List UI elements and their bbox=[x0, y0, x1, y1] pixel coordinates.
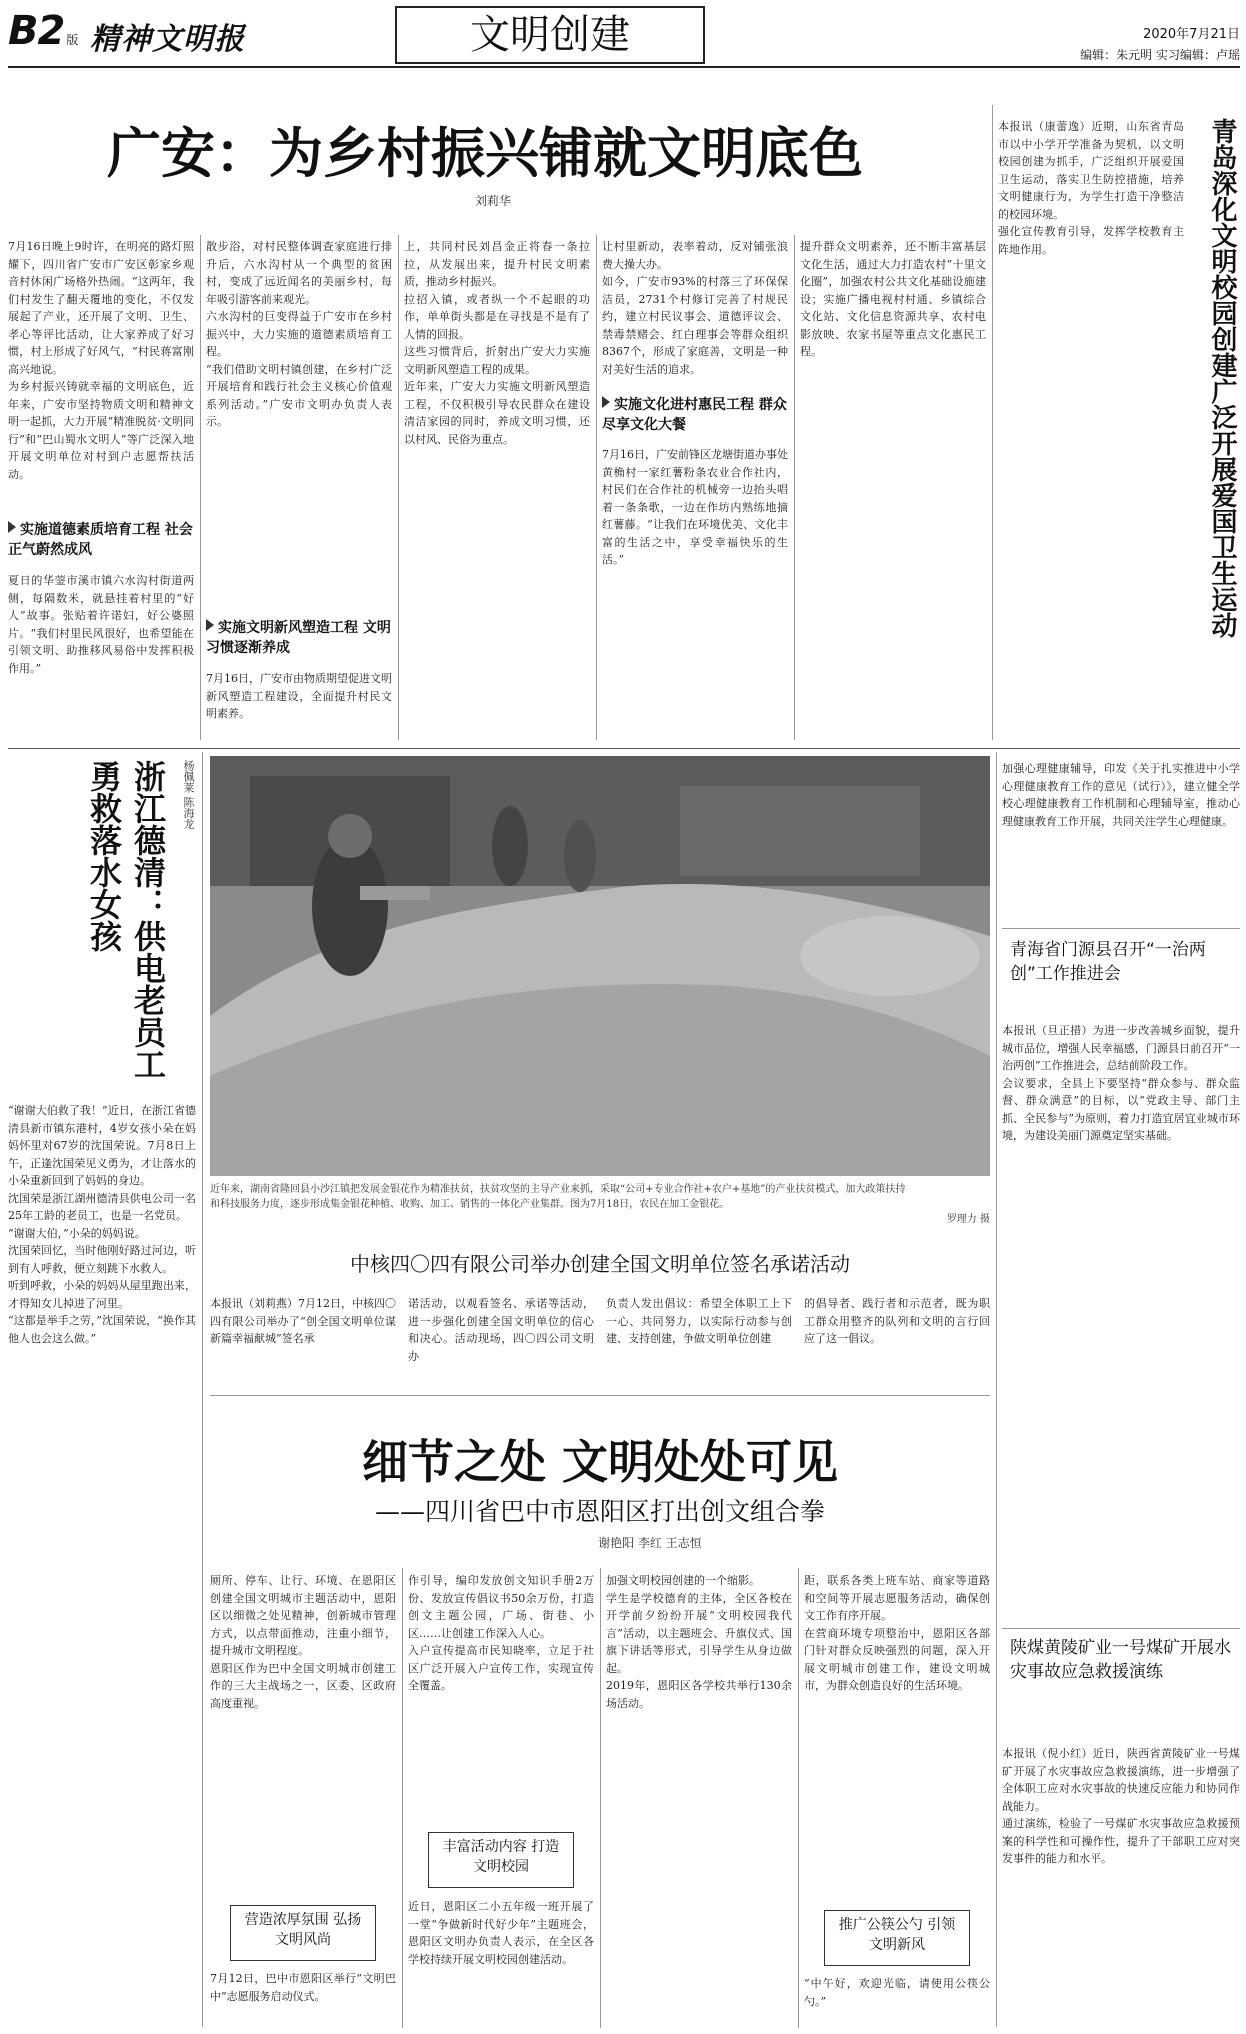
right-feature-continued: 加强心理健康辅导，印发《关于扎实推进中小学心理健康教育工作的意见（试行）》，建立健全学校心理健康教育工作机制和心理辅导室，推动心理健康教育工作开展，共同关注学生心理健康。 bbox=[1002, 762, 1240, 828]
column-rule bbox=[794, 235, 795, 740]
feature-title: 细节之处 文明处处可见 bbox=[361, 1435, 838, 1489]
left-story-body: “谢谢大伯救了我！”近日，在浙江省德清县新市镇东港村，4岁女孩小朵在妈妈怀里对67岁的沈国荣说。7月8日上午，正逢沈国荣见义勇为，才让落水的小朵重新回到了妈妈的身边。 沈国荣是浙江湖州德清县供电公司一名25年工龄的老员工，也是一名党员。 “谢谢大伯，”小朵的妈妈说。 沈国荣回忆，当时他刚好路过河边，听到有人呼救，便立刻跳下水救人。 听到呼救，小朵的妈妈从屋里跑出来，才得知女儿掉进了河里。 “这都是举手之劳，”沈国荣说，“换作其他人也会这么做。” bbox=[8, 1104, 196, 1345]
middle-news-col-3: 负责人发出倡议：希望全体职工上下一心、共同努力，以实际行动参与创建、支持创建，争做文明单位创建 bbox=[606, 1297, 792, 1345]
lead-column-6: 本报讯（康蕾逸）近期，山东省青岛市以中小学开学准备为契机，以文明校园创建为抓手，广泛组织开展爱国卫生运动，落实卫生防控措施，培养文明健康行为，为学生打造干净整洁的校园环境。 强化宣传教育引导，发挥学校教育主阵地作用。 bbox=[998, 120, 1184, 256]
feature-col-4b: “中午好，欢迎光临，请使用公筷公勺。” bbox=[804, 1977, 990, 2008]
column-rule bbox=[798, 1568, 799, 2028]
feature-authors: 谢艳阳 李红 王志恒 bbox=[598, 1536, 702, 1550]
newspaper-name: 精神文明报 bbox=[90, 22, 245, 57]
section-divider bbox=[210, 1395, 990, 1396]
column-rule bbox=[402, 1568, 403, 2028]
column-rule bbox=[600, 1568, 601, 2028]
lead-column-5: 提升群众文明素养，还不断丰富基层文化生活，通过大力打造农村“十里文化圈”，加强农村公共文化基础设施建设；实施广播电视村村通、乡镇综合文化站、文化信息资源共享、农村电影放映、农家书屋等重点文化惠民工程。 bbox=[800, 240, 986, 358]
feature-subhead-1: 营造浓厚氛围 弘扬文明风尚 bbox=[230, 1905, 376, 1961]
right-feature-title: 青岛深化文明校园创建广泛开展爱国卫生运动 bbox=[1207, 118, 1237, 638]
honeysuckle-photo bbox=[210, 756, 990, 1176]
column-rule bbox=[596, 235, 597, 740]
section-divider bbox=[1002, 1628, 1240, 1629]
side-news-1-body: 本报讯（旦正措）为进一步改善城乡面貌，提升城市品位，增强人民幸福感，门源县日前召开“一治两创”工作推进会，总结前阶段工作。 会议要求，全县上下要坚持“群众参与、群众监督、群众满意”的目标，以“党政主导、部门主抓、全民参与”为原则，着力打造宜居宜业城市环境，为建设美丽门源奠定坚实基础。 bbox=[1002, 1024, 1240, 1142]
section-title: 文明创建 bbox=[395, 6, 705, 64]
lead-column-1b: 夏日的华蓥市溪市镇六水沟村街道两侧，每隔数米，就悬挂着村里的“好人”故事。张贴着许诺妇，好公婆照片。“我们村里民风很好，也希望能在引领文明、助推移风易俗中发挥积极作用。” bbox=[8, 574, 194, 675]
lead-subhead-3: 实施文化进村惠民工程 群众尽享文化大餐 bbox=[602, 397, 787, 433]
editor-credits: 编辑：朱元明 实习编辑：卢瑶 bbox=[1080, 48, 1240, 62]
feature-col-2b: 近日，恩阳区二小五年级一班开展了一堂“争做新时代好少年”主题班会，恩阳区文明办负责人表示，在全区各学校持续开展文明校园创建活动。 bbox=[408, 1900, 594, 1966]
side-news-2-body: 本报讯（倪小红）近日，陕西省黄陵矿业一号煤矿开展了水灾事故应急救援演练，进一步增强了全体职工应对水灾事故的快速反应能力和协同作战能力。 通过演练，检验了一号煤矿水灾事故应急救援预案的科学性和可操作性，提升了干部职工应对突发事件的能力和水平。 bbox=[1002, 1747, 1240, 1865]
lead-headline: 广安：为乡村振兴铺就文明底色 bbox=[107, 122, 863, 185]
feature-col-2: 作引导，编印发放创文知识手册2万份、发放宣传倡议书50余万份，打造创文主题公园，广场、街巷、小区……让创建工作深入人心。 入户宣传提高市民知晓率，立足于社区广泛开展入户宣传工作，实现宣传全覆盖。 bbox=[408, 1574, 594, 1692]
side-news-1-title: 青海省门源县召开“一治两创”工作推进会 bbox=[1010, 940, 1206, 984]
middle-news-col-4: 的倡导者、践行者和示范者，既为职工群众用整齐的队列和文明的言行回应了这一倡议。 bbox=[804, 1297, 990, 1345]
lead-column-4b: 7月16日，广安前锋区龙塘街道办事处黄桷村一家红薯粉条农业合作社内，村民们在合作社的机械旁一边抬头唱着一条条歌，一边在作坊内熟练地摘红薯藤。“让我们在环境优美、文化丰富的生活之中，享受幸福快乐的生活。” bbox=[602, 448, 788, 566]
feature-col-1b: 7月12日，巴中市恩阳区举行“文明巴中”志愿服务启动仪式。 bbox=[210, 1972, 396, 2003]
lead-author: 刘莉华 bbox=[475, 194, 512, 208]
lead-column-1: 7月16日晚上9时许，在明亮的路灯照耀下，四川省广安市广安区彰家乡观音村休闲广场格外热闹。“这两年，我们村发生了翻天覆地的变化，不仅发展起了产业，还开展了文明、卫生、孝心等评比活动，让大家养成了好习惯，村上形成了好风气，“村民蒋富刚高兴地说。 为乡村振兴铸就幸福的文明底色，近年来，广安市坚持物质文明和精神文明一起抓，大力开展“精准脱贫·文明同行”和“巴山蜀水文明人”等广泛深入地开展文明单位对村到户志愿帮扶活动。 bbox=[8, 240, 194, 481]
page-number: B2 版 bbox=[8, 8, 78, 54]
lead-column-2: 散步浴，对村民整体调查家庭进行排升后，六水沟村从一个典型的贫困村，变成了远近闻名的美丽乡村，每年吸引游客前来观光。 六水沟村的巨变得益于广安市在乡村振兴中，大力实施的道德素质培育工程。 “我们借助文明村镇创建，在乡村广泛开展培育和践行社会主义核心价值观系列活动。”广安市文明办负责人表示。 bbox=[206, 240, 392, 428]
middle-news-col-2: 诺活动，以观看签名、承诺等活动，进一步强化创建全国文明单位的信心和决心。活动现场，四〇四公司文明办 bbox=[408, 1297, 594, 1363]
middle-news-col-1: 本报讯（刘莉燕）7月12日，中核四〇四有限公司举办了“创全国文明单位谋新篇幸福献城”签名承 bbox=[210, 1297, 396, 1345]
middle-news-title: 中核四〇四有限公司举办创建全国文明单位签名承诺活动 bbox=[350, 1252, 850, 1276]
left-story-authors: 杨佩莱 陈海龙 bbox=[182, 760, 195, 830]
feature-subtitle: ——四川省巴中市恩阳区打出创文组合拳 bbox=[374, 1497, 825, 1526]
feature-subhead-3: 推广公筷公勺 引领文明新风 bbox=[824, 1910, 970, 1966]
feature-col-1: 厕所、停车、让行、环境、在恩阳区创建全国文明城市主题活动中，恩阳区以细微之处见精神，创新城市管理方式，以点带面推动，注重小细节，提升城市文明程度。 恩阳区作为巴中全国文明城市创建工作的三大主战场之一，区委、区政府高度重视。 bbox=[210, 1574, 396, 1710]
feature-col-4: 距，联系各类上班车站、商家等道路和空间等开展志愿服务活动，确保创文工作有序开展。 在营商环境专项整治中，恩阳区各部门针对群众反映强烈的问题，深入开展文明城市创建工作，建设文明城市，为群众创造良好的生活环境。 bbox=[804, 1574, 990, 1692]
column-rule bbox=[398, 235, 399, 740]
column-rule bbox=[202, 752, 203, 2027]
side-news-2-title: 陕煤黄陵矿业一号煤矿开展水灾事故应急救援演练 bbox=[1010, 1638, 1231, 1682]
feature-subhead-2: 丰富活动内容 打造文明校园 bbox=[428, 1832, 574, 1888]
column-rule bbox=[996, 752, 997, 2027]
section-divider bbox=[8, 748, 1240, 749]
lead-column-4: 让村里新动，表率着动，反对铺张浪费大操大办。 如今，广安市93%的村落三了环保保洁员，2731个村修订完善了村规民约，建立村民议事会、道德评议会、禁毒禁赌会、红白理事会等群众组织8367个，形成了家庭善，文明是一种对美好生活的追求。 bbox=[602, 240, 788, 376]
feature-col-3: 加强文明校园创建的一个缩影。 学生是学校德育的主体，全区各校在开学前夕纷纷开展“文明校园我代言”活动，以主题班会、升旗仪式、国旗下讲话等形式，引导学生从身边做起。 2019年，恩阳区各学校共举行130余场活动。 bbox=[606, 1574, 792, 1710]
news-photo bbox=[210, 756, 990, 1176]
section-divider bbox=[1002, 928, 1240, 929]
left-story-title: 浙江德清：供电老员工勇救落水女孩 bbox=[85, 760, 167, 1080]
issue-date: 2020年7月21日 bbox=[1143, 27, 1240, 42]
lead-subhead-1: 实施道德素质培育工程 社会正气蔚然成风 bbox=[8, 522, 193, 558]
photo-credit: 罗理力 摄 bbox=[946, 1214, 990, 1225]
lead-column-2b: 7月16日，广安市由物质期望促进文明新风塑造工程建设，全面提升村民文明素养。 bbox=[206, 672, 392, 720]
column-rule bbox=[200, 235, 201, 740]
lead-subhead-2: 实施文明新风塑造工程 文明习惯逐渐养成 bbox=[206, 620, 391, 656]
lead-column-3: 上，共同村民刘昌金正将春一条拉拉，从发展出来，提升村民文明素质，推动乡村振兴。 拉招入镇，或者纵一个不起眼的功作，单单街头都是在寻找是不是有了人情的回报。 这些习惯背后，折射出广安大力实施文明新风塑造工程的成果。 近年来，广安大力实施文明新风塑造工程，不仅积极引导农民群众在建设清洁家园的同时，养成文明习惯，还以村风、民俗为重点。 bbox=[404, 240, 590, 446]
header-rule bbox=[8, 66, 1240, 68]
column-rule bbox=[992, 105, 993, 740]
photo-caption: 近年来，湖南省隆回县小沙江镇把发展金银花作为精准扶贫，扶贫攻坚的主导产业来抓，采取“公司+专业合作社+农户+基地”的产业扶贫模式，加大政策扶持和科技服务力度，逐步形成集金银花种植、收购、加工、销售的一体化产业集群。图为7月18日，农民在加工金银花。 bbox=[210, 1184, 906, 1210]
